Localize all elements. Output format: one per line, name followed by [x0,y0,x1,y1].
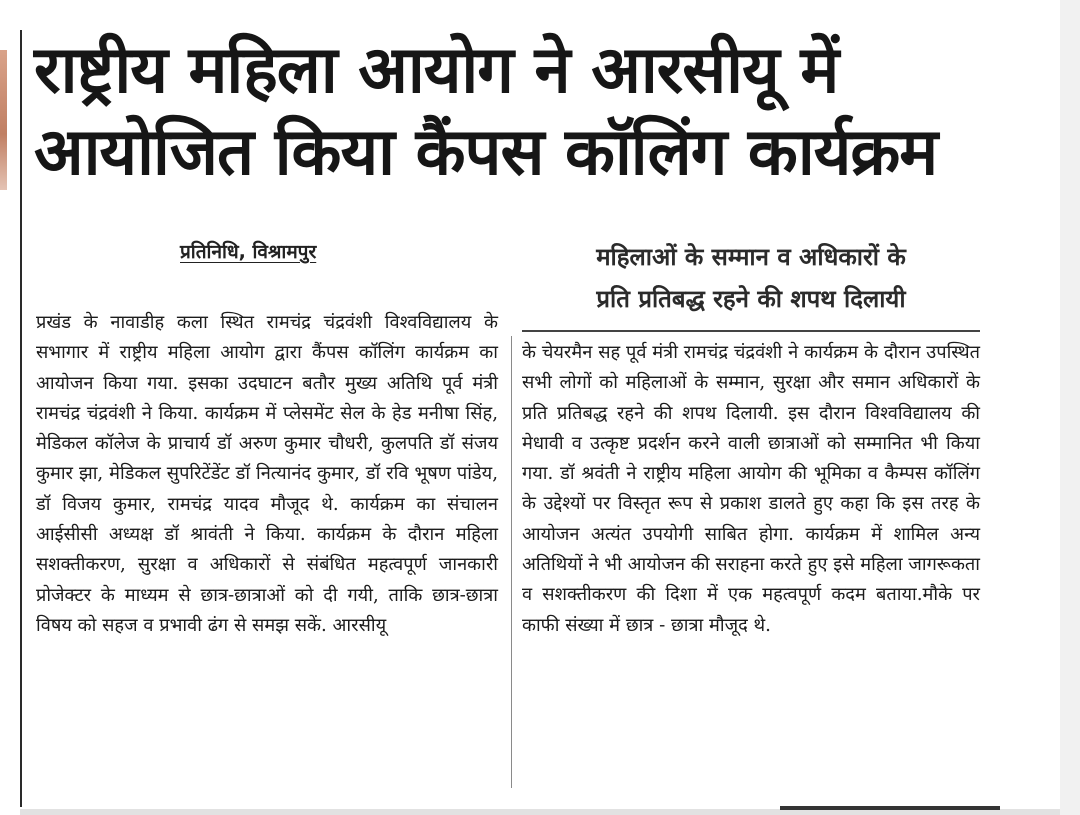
headline-line-1: राष्ट्रीय महिला आयोग ने आरसीयू में [34,33,839,108]
headline-line-2: आयोजित किया कैंपस कॉलिंग कार्यक्रम [34,115,938,190]
page-margin [1060,0,1080,815]
column-divider [511,336,512,788]
subheading-line-2: प्रति प्रतिबद्ध रहने की शपथ दिलायी [596,285,906,313]
byline: प्रतिनिधि, विश्रामपुर [180,241,317,263]
subheading-line-1: महिलाओं के सम्मान व अधिकारों के [596,243,906,271]
bottom-rule [20,809,1060,815]
adjacent-photo-edge [0,50,7,190]
article-headline [34,30,1034,194]
article-column-right: के चेयरमैन सह पूर्व मंत्री रामचंद्र चंद्रवंशी ने कार्यक्रम के दौरान उपस्थित सभी लोगों को महिलाओं के सम्मान, सुरक्षा और समान अधिकारों के प्रति प्रतिबद्ध रहने की शपथ दिलायी. इस दौरान विश्वविद्यालय की मेधावी व उत्कृष्ट प्रदर्शन करने वाली छात्राओं को सम्मानित भी किया गया. डॉ श्रवंती ने राष्ट्रीय महिला आयोग की भूमिका व कैम्पस कॉलिंग के उद्देश्यों पर विस्तृत रूप से प्रकाश डालते हुए कहा कि इस तरह के आयोजन अत्यंत उपयोगी साबित होगा. कार्यक्रम में शामिल अन्य अतिथियों ने भी आयोजन की सराहना करते हुए इसे महिला जागरूकता व सशक्तीकरण की दिशा में एक महत्वपूर्ण कदम बताया.मौके पर काफी संख्या में छात्र - छात्रा मौजूद थे. [522,342,981,636]
article-column-left: प्रखंड के नावाडीह कला स्थित रामचंद्र चंद्रवंशी विश्वविद्यालय के सभागार में राष्ट्रीय महिला आयोग द्वारा कैंपस कॉलिंग कार्यक्रम का आयोजन किया गया. इसका उदघाटन बतौर मुख्य अतिथि पूर्व मंत्री रामचंद्र चंद्रवंशी ने किया. कार्यक्रम में प्लेसमेंट सेल के हेड मनीषा सिंह, मेडिकल कॉलेज के प्राचार्य डॉ अरुण कुमार चौधरी, कुलपति डॉ संजय कुमार झा, मेडिकल सुपरिटेंडेंट डॉ नित्यानंद कुमार, डॉ रवि भूषण पांडेय, डॉ विजय कुमार, रामचंद्र यादव मौजूद थे. कार्यक्रम का संचालन आईसीसी अध्यक्ष डॉ श्रावंती ने किया. कार्यक्रम के दौरान महिला सशक्तीकरण, सुरक्षा व अधिकारों से संबंधित महत्वपूर्ण जानकारी प्रोजेक्टर के माध्यम से छात्र-छात्राओं को दी गयी, ताकि छात्र-छात्रा विषय को सहज व प्रभावी ढंग से समझ सकें. आरसीयू [36,312,498,636]
subheading-rule [522,330,980,332]
article-subheading [522,236,980,320]
